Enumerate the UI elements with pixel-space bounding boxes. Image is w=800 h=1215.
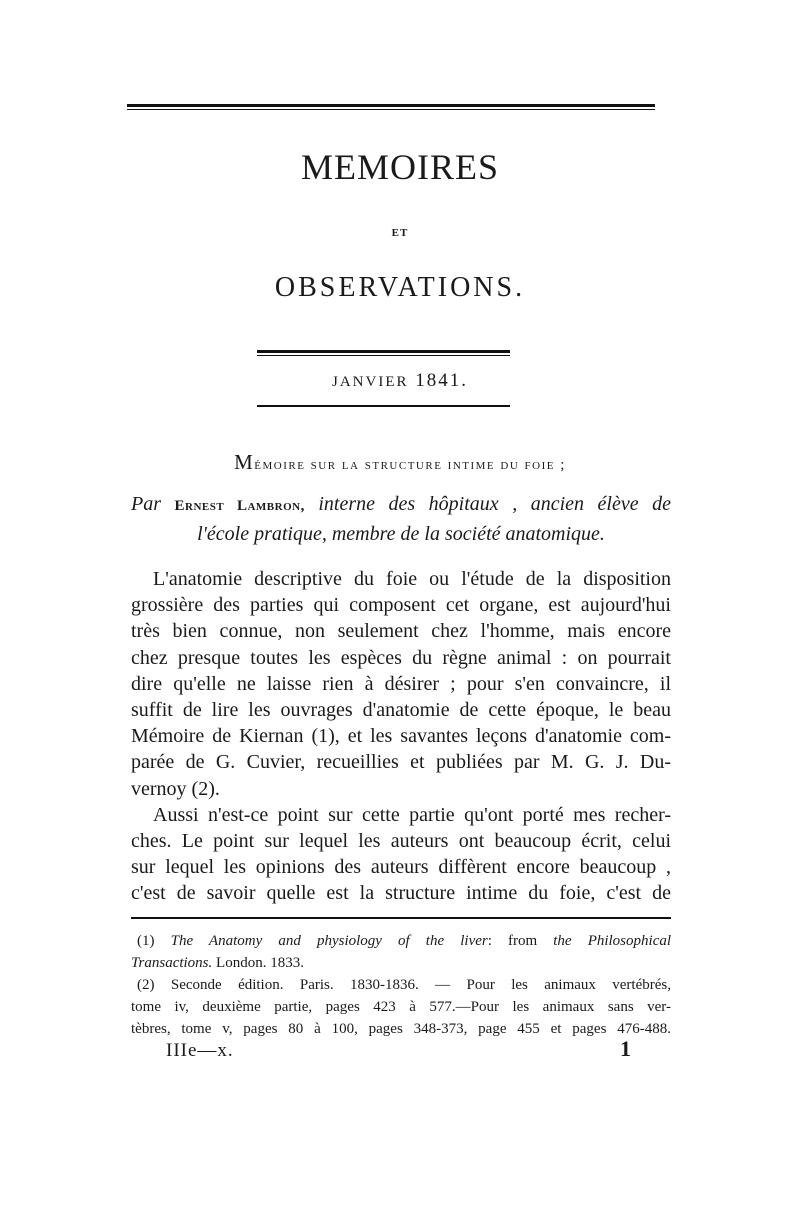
body-line: parée de G. Cuvier, recueillies et publiées par M. G. J. Du- <box>131 751 671 774</box>
footnote-rule <box>131 917 671 919</box>
footnote-2-line: tome iv, deuxième partie, pages 423 à 577.—Pour les animaux sans ver- <box>131 999 671 1015</box>
article-heading-text: émoire sur la structure intime du foie ; <box>254 457 566 473</box>
body-line: vernoy (2). <box>131 777 220 800</box>
issue-year: 1841. <box>415 370 468 391</box>
body-line: dire qu'elle ne laisse rien à désirer ; pour s'en convaincre, il <box>131 672 671 695</box>
footnote-1-place: London. 1833. <box>216 955 304 971</box>
body-line: Mémoire de Kiernan (1), et les savantes leçons d'anatomie com- <box>131 725 671 748</box>
footnotes <box>131 930 671 1040</box>
top-rule-thin <box>127 109 655 110</box>
footnote-1-mark: (1) <box>137 933 155 949</box>
footnote-2-line: tèbres, tome v, pages 80 à 100, pages 348-373, page 455 et pages 476-488. <box>131 1021 671 1037</box>
body-line: Aussi n'est-ce point sur cette partie qu'ont porté mes recher- <box>153 803 671 826</box>
article-body <box>131 566 671 907</box>
footnote-1-title: The Anatomy and physiology of the liver <box>170 933 488 949</box>
page-number: 1 <box>620 1036 631 1061</box>
body-line: sur lequel les opinions des auteurs diffèrent encore beaucoup , <box>131 856 671 879</box>
section-subtitle: OBSERVATIONS. <box>274 272 526 303</box>
body-line: L'anatomie descriptive du foie ou l'étude de la disposition <box>153 568 671 590</box>
issue-month: JANVIER <box>332 374 409 390</box>
byline-par: Par <box>131 493 161 515</box>
footnote-1-journal: Transactions. <box>131 955 213 971</box>
signature-mark: IIIe—x. <box>166 1040 234 1061</box>
footnote-1-line2 <box>131 952 671 974</box>
article-byline-line2: l'école pratique, membre de la société anatomique. <box>197 523 605 545</box>
footnote-1-source: the Philosophical <box>553 933 672 949</box>
body-line: ches. Le point sur lequel les auteurs ont beaucoup écrit, celui <box>131 830 671 853</box>
body-line: très bien connue, non seulement chez l'homme, mais encore <box>131 620 671 643</box>
section-conjunction: ET <box>391 227 409 239</box>
footnote-1-line1 <box>131 930 671 952</box>
body-line: grossière des parties qui composent cet organe, est aujourd'hui <box>131 594 671 617</box>
footnote-1-from: : from <box>487 933 538 949</box>
date-rule-bottom <box>257 405 510 407</box>
date-rule-top <box>257 350 510 353</box>
issue-date <box>0 370 800 392</box>
article-heading <box>0 450 800 475</box>
body-line: c'est de savoir quelle est la structure intime du foie, c'est de <box>131 882 671 905</box>
article-heading-initial: M <box>234 450 255 474</box>
byline-role: interne des hôpitaux , ancien élève de <box>318 493 671 515</box>
footnote-2-line: (2) Seconde édition. Paris. 1830-1836. — Pour les animaux vertébrés, <box>137 977 671 993</box>
body-line: suffit de lire les ouvrages d'anatomie de cette époque, le beau <box>131 699 671 722</box>
article-byline-line1 <box>131 490 671 521</box>
date-rule-top-thin <box>257 355 510 356</box>
top-rule <box>127 104 655 107</box>
section-title: MEMOIRES <box>300 147 500 187</box>
byline-author: Ernest Lambron, <box>174 498 305 514</box>
body-line: chez presque toutes les espèces du règne animal : on pourrait <box>131 646 671 669</box>
